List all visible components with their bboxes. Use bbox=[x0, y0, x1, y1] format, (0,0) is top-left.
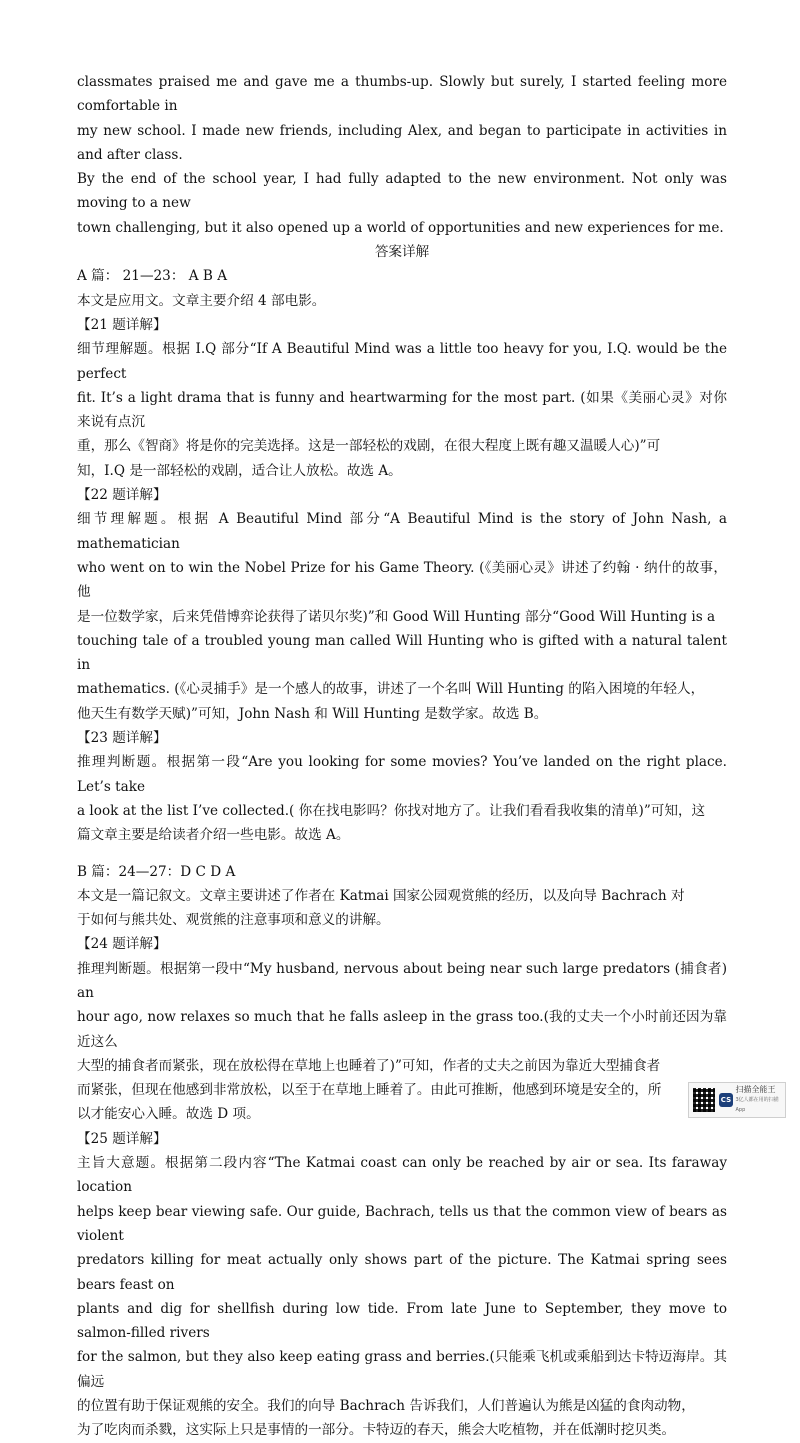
text-line: touching tale of a troubled young man called Will Hunting who is gifted with a natural talent in bbox=[77, 632, 727, 674]
qr-code-icon bbox=[693, 1088, 715, 1112]
text-line: 的位置有助于保证观熊的安全。我们的向导 Bachrach 告诉我们，人们普遍认为熊是凶猛的食肉动物， bbox=[77, 1398, 695, 1415]
text-line: 知，I.Q 是一部轻松的戏剧，适合让人放松。故选 A。 bbox=[77, 462, 402, 479]
section-b-answers: B 篇：24—27：D C D A bbox=[77, 863, 236, 880]
text-line: 为了吃肉而杀戮，这实际上只是事情的一部分。卡特迈的春天，熊会大吃植物，并在低潮时挖贝类。 bbox=[77, 1422, 676, 1439]
text-line: 推理判断题。根据第一段“Are you looking for some movies? You’ve landed on the right place. Let’s take bbox=[77, 754, 727, 795]
answer-heading: 答案详解 bbox=[374, 244, 430, 261]
text-line: 细节理解题。根据 A Beautiful Mind 部分“A Beautiful Mind is the story of John Nash, a mathematician bbox=[77, 511, 727, 552]
watermark-tagline: 3亿人都在用的扫描App bbox=[735, 1097, 779, 1113]
question-heading: 【25 题详解】 bbox=[77, 1130, 167, 1147]
text-line: mathematics. (《心灵捕手》是一个感人的故事，讲述了一个名叫 Will Hunting 的陷入困境的年轻人， bbox=[77, 681, 705, 698]
text-line: my new school. I made new friends, including Alex, and began to participate in activities in and after class. bbox=[77, 122, 727, 163]
text-line: 细节理解题。根据 I.Q 部分“If A Beautiful Mind was a little too heavy for you, I.Q. would be the perfect bbox=[77, 341, 727, 382]
document-body bbox=[77, 70, 727, 1443]
text-line: predators killing for meat actually only shows part of the picture. The Katmai spring sees bears feast on bbox=[77, 1252, 727, 1293]
watermark-brand-name: 扫描全能王 bbox=[735, 1085, 776, 1094]
text-line: for the salmon, but they also keep eating grass and berries.(只能乘飞机或乘船到达卡特迈海岸。其偏远 bbox=[77, 1349, 727, 1390]
question-heading: 【23 题详解】 bbox=[77, 730, 167, 747]
text-line: 大型的捕食者而紧张，现在放松得在草地上也睡着了)”可知，作者的丈夫之前因为靠近大型捕食者 bbox=[77, 1057, 661, 1074]
text-line: a look at the list I’ve collected.( 你在找电影吗？你找对地方了。让我们看看我收集的清单)”可知，这 bbox=[77, 802, 706, 819]
camscanner-logo: CS bbox=[719, 1093, 732, 1107]
text-line: 本文是应用文。文章主要介绍 4 部电影。 bbox=[77, 292, 326, 309]
section-a-answers: A 篇： 21—23： A B A bbox=[77, 268, 228, 285]
text-line: 是一位数学家，后来凭借博弈论获得了诺贝尔奖)”和 Good Will Hunting 部分“Good Will Hunting is a bbox=[77, 608, 716, 625]
section-gap bbox=[77, 848, 727, 860]
text-line: who went on to win the Nobel Prize for his Game Theory. (《美丽心灵》讲述了约翰 · 纳什的故事，他 bbox=[77, 559, 727, 601]
text-line: 以才能安心入睡。故选 D 项。 bbox=[77, 1106, 260, 1123]
text-line: classmates praised me and gave me a thumbs-up. Slowly but surely, I started feeling more comfortable in bbox=[77, 74, 727, 115]
question-heading: 【24 题详解】 bbox=[77, 936, 167, 953]
scanner-watermark bbox=[688, 1082, 786, 1118]
text-line: town challenging, but it also opened up a world of opportunities and new experiences for me. bbox=[77, 219, 724, 236]
text-line: hour ago, now relaxes so much that he falls asleep in the grass too.(我的丈夫一个小时前还因为靠近这么 bbox=[77, 1009, 727, 1050]
text-line: helps keep bear viewing safe. Our guide, Bachrach, tells us that the common view of bears as violent bbox=[77, 1203, 727, 1244]
text-line: 重，那么《智商》将是你的完美选择。这是一部轻松的戏剧，在很大程度上既有趣又温暖人心)”可 bbox=[77, 438, 661, 455]
question-heading: 【21 题详解】 bbox=[77, 316, 167, 333]
text-line: fit. It’s a light drama that is funny and heartwarming for the most part. (如果《美丽心灵》对你来说有点沉 bbox=[77, 389, 727, 431]
text-line: 他天生有数学天赋)”可知，John Nash 和 Will Hunting 是数学家。故选 B。 bbox=[77, 705, 548, 722]
text-line: By the end of the school year, I had fully adapted to the new environment. Not only was moving to a new bbox=[77, 171, 727, 212]
text-line: 推理判断题。根据第一段中“My husband, nervous about being near such large predators (捕食者) an bbox=[77, 960, 727, 1001]
text-line: 而紧张，但现在他感到非常放松，以至于在草地上睡着了。由此可推断，他感到环境是安全的，所 bbox=[77, 1082, 662, 1099]
text-line: 篇文章主要是给读者介绍一些电影。故选 A。 bbox=[77, 827, 350, 844]
text-line: 本文是一篇记叙文。文章主要讲述了作者在 Katmai 国家公园观赏熊的经历，以及向导 Bachrach 对 bbox=[77, 887, 685, 904]
text-line: plants and dig for shellfish during low tide. From late June to September, they move to salmon-filled rivers bbox=[77, 1300, 727, 1342]
text-line: 于如何与熊共处、观赏熊的注意事项和意义的讲解。 bbox=[77, 912, 390, 929]
text-line: 主旨大意题。根据第二段内容“The Katmai coast can only be reached by air or sea. Its faraway location bbox=[77, 1155, 727, 1196]
question-heading: 【22 题详解】 bbox=[77, 487, 167, 504]
watermark-brand bbox=[736, 1085, 785, 1115]
